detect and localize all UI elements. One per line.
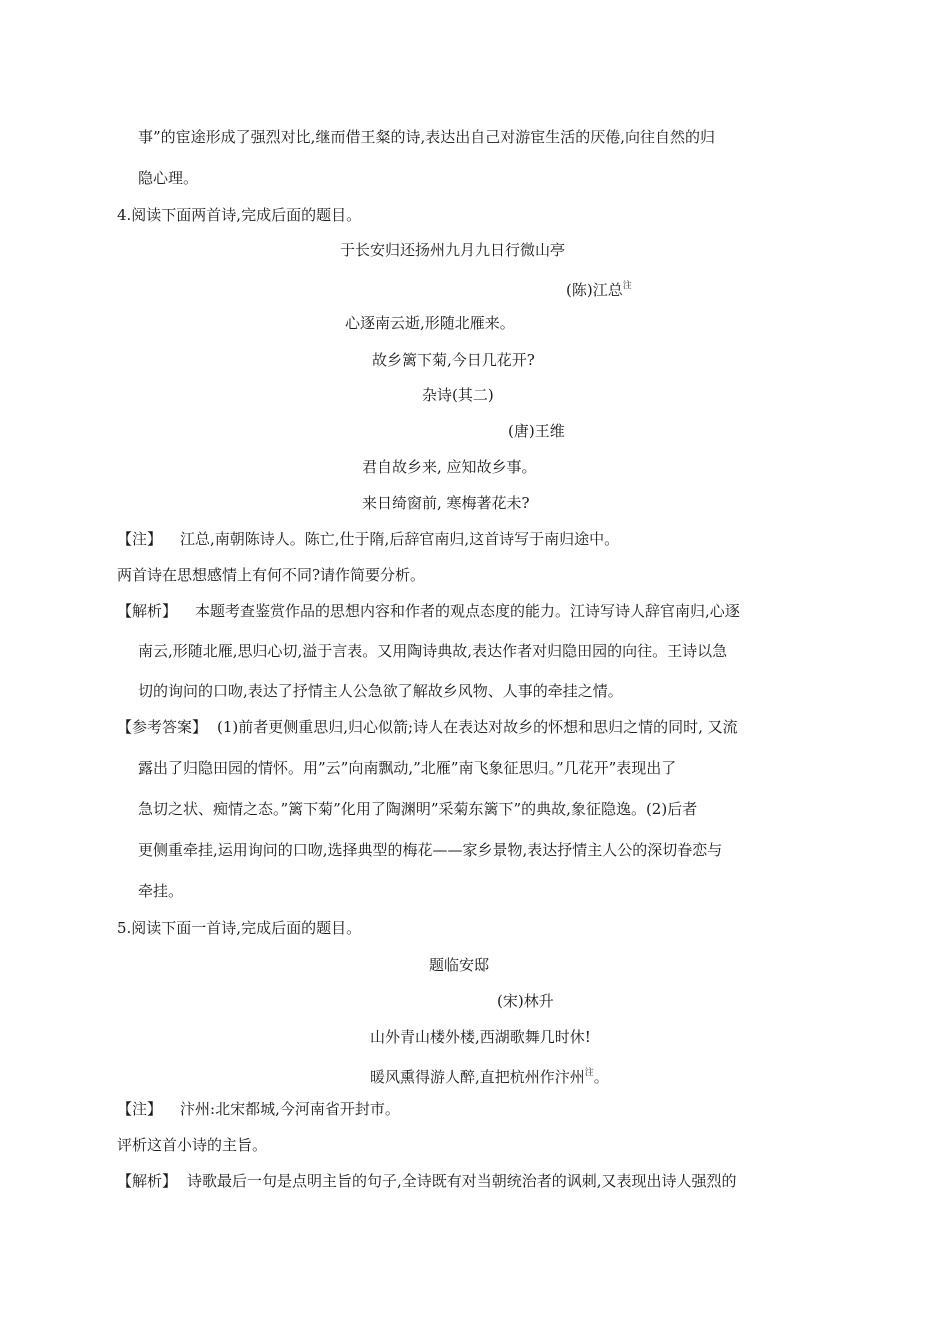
poem-title: 题临安邸 <box>429 956 490 974</box>
poem-line: 山外青山楼外楼,西湖歌舞几时休! <box>370 1028 591 1046</box>
answer-text: (1)前者更侧重思归,归心似箭;诗人在表达对故乡的怀想和思归之情的同时, 又流 <box>217 718 738 736</box>
note-text: 汴州:北宋都城,今河南省开封市。 <box>180 1100 400 1118</box>
answer-line: 露出了归隐田园的情怀。用”云”向南飘动,”北雁”南飞象征思归。”几花开”表现出了 <box>138 759 677 777</box>
analysis-text: 本题考查鉴赏作品的思想内容和作者的观点态度的能力。江诗写诗人辞官南归,心逐 <box>195 602 740 620</box>
answer-line: 牵挂。 <box>138 882 184 900</box>
poem-line: 心逐南云逝,形随北雁来。 <box>345 314 515 332</box>
poem-line-text: 暖风熏得游人醉,直把杭州作汴州 <box>370 1068 585 1086</box>
analysis-text: 诗歌最后一句是点明主旨的句子,全诗既有对当朝统治者的讽刺,又表现出诗人强烈的 <box>187 1172 737 1190</box>
answer-line: 更侧重牵挂,运用询问的口吻,选择典型的梅花——家乡景物,表达抒情主人公的深切眷恋与 <box>138 841 723 859</box>
poem-line <box>370 1063 609 1087</box>
analysis-line <box>117 1171 737 1191</box>
poem-author-name: (陈)江总 <box>566 281 623 299</box>
question-5-text: 评析这首小诗的主旨。 <box>117 1136 268 1154</box>
poem-line: 君自故乡来, 应知故乡事。 <box>362 458 537 476</box>
answer-tag: 【参考答案】 <box>117 718 208 736</box>
poem-line-end: 。 <box>593 1068 609 1086</box>
note-tag: 【注】 <box>117 530 163 548</box>
poem-author: (宋)林升 <box>497 992 554 1010</box>
question-4-prompt: 4.阅读下面两首诗,完成后面的题目。 <box>117 206 362 224</box>
note-text: 江总,南朝陈诗人。陈亡,仕于隋,后辞官南归,这首诗写于南归途中。 <box>180 530 620 548</box>
footnote-marker: 注 <box>584 1068 594 1078</box>
poem-author <box>566 276 632 300</box>
question-5-prompt: 5.阅读下面一首诗,完成后面的题目。 <box>117 919 362 937</box>
poem-line: 来日绮窗前, 寒梅著花未? <box>362 494 530 512</box>
note-line <box>117 529 619 549</box>
analysis-line: 南云,形随北雁,思归心切,溢于言表。又用陶诗典故,表达作者对归隐田园的向往。王诗以急 <box>138 642 728 660</box>
footnote-marker: 注 <box>622 281 632 291</box>
text-line: 隐心理。 <box>138 169 199 187</box>
note-line <box>117 1099 400 1119</box>
poem-title: 杂诗(其二) <box>422 386 494 404</box>
note-tag: 【注】 <box>117 1100 163 1118</box>
poem-line: 故乡篱下菊,今日几花开? <box>372 351 535 369</box>
analysis-line: 切的询问的口吻,表达了抒情主人公急欲了解故乡风物、人事的牵挂之情。 <box>138 682 623 700</box>
poem-author: (唐)王维 <box>508 422 565 440</box>
answer-line: 急切之状、痴情之态。”篱下菊”化用了陶渊明”采菊东篱下”的典故,象征隐逸。(2)后者 <box>138 800 698 818</box>
text-line: 事”的宦途形成了强烈对比,继而借王粲的诗,表达出自己对游宦生活的厌倦,向往自然的归 <box>138 128 715 146</box>
poem-title: 于长安归还扬州九月九日行微山亭 <box>340 241 566 259</box>
question-4-text: 两首诗在思想感情上有何不同?请作简要分析。 <box>117 566 426 584</box>
analysis-line <box>117 601 740 621</box>
answer-line <box>117 717 738 737</box>
analysis-tag: 【解析】 <box>117 602 178 620</box>
analysis-tag: 【解析】 <box>117 1172 178 1190</box>
